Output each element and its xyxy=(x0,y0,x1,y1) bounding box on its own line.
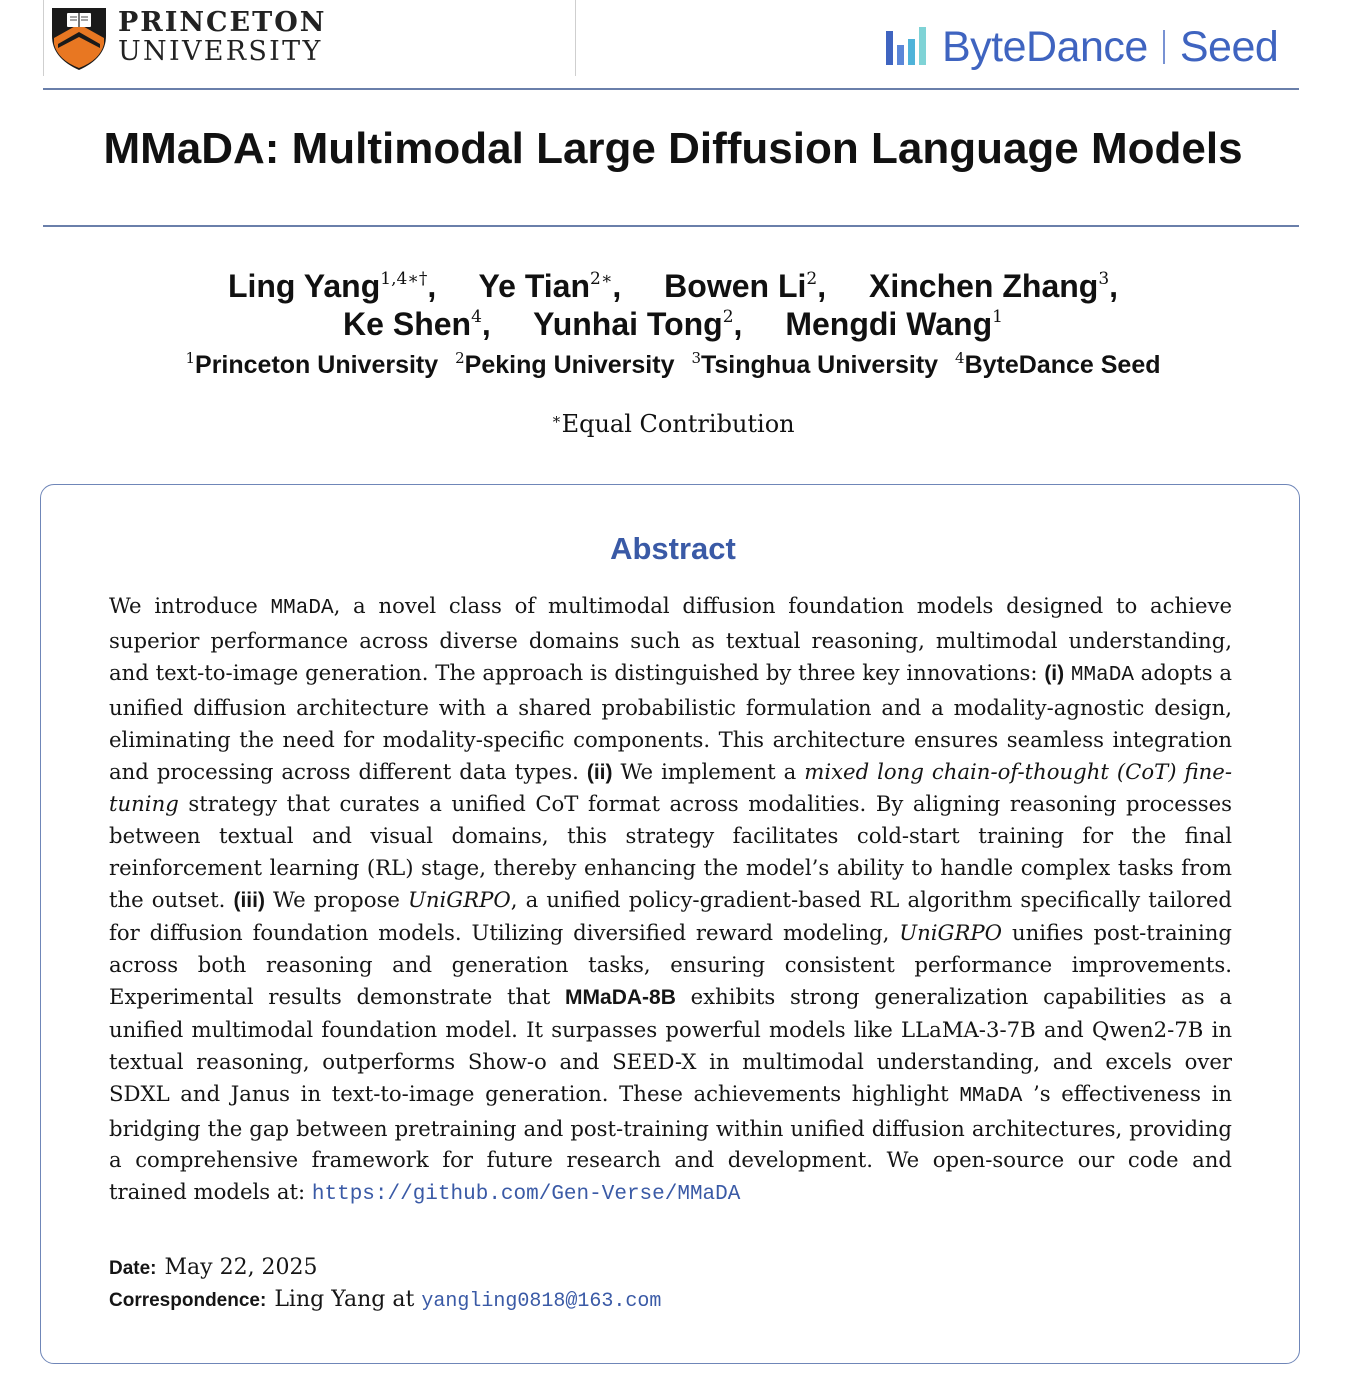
logo-separator xyxy=(1163,30,1165,64)
affiliations xyxy=(0,349,1346,380)
bytedance-wordmark: ByteDance xyxy=(942,22,1148,71)
model-name-mmada: MMaDA xyxy=(1070,663,1134,687)
abstract-bold-span: (i) xyxy=(1044,661,1065,685)
title-rule xyxy=(43,225,1299,227)
date-label: Date: xyxy=(109,1258,157,1279)
equal-contribution-mark: ∗ xyxy=(551,410,562,428)
author-name: Ling Yang xyxy=(227,268,381,304)
affiliation-number: 3 xyxy=(691,349,701,367)
date-line xyxy=(109,1255,318,1280)
affiliation-name: Peking University xyxy=(464,351,675,379)
author-name: Ke Shen xyxy=(343,306,472,342)
header-left-divider xyxy=(43,0,44,76)
affiliation-number: 1 xyxy=(185,349,196,367)
affiliation-number: 4 xyxy=(955,349,965,367)
author-marks: 1,4∗† xyxy=(380,269,428,289)
model-name-mmada: MMaDA xyxy=(959,1084,1023,1108)
abstract-text-span: We introduce xyxy=(109,593,271,618)
abstract-text-span: exhibits strong generalization capabilities as a unified multimodal foundation model. It surpasses powerful models like LLaMA-3-7B and Qwen2-7B in textual reasoning, outperforms Show-o and SEED-X in multimodal understanding, and excels over SDXL and Janus in text-to-image generation. These achievements highlight xyxy=(109,983,1232,1106)
abstract-text-span: , a novel class of multimodal diffusion foundation models designed to achieve superior performance across diverse domains such as textual reasoning, multimodal understanding, and text-to-image generation. The approach is distinguished by three key innovations: xyxy=(109,593,1232,685)
date-value: May 22, 2025 xyxy=(164,1255,318,1280)
abstract-italic-span: UniGRPO xyxy=(899,920,1003,946)
paper-title: MMaDA: Multimodal Large Diffusion Language Models xyxy=(103,124,1243,173)
abstract-text-span: strategy that curates a unified CoT format across modalities. By aligning reasoning processes between textual and visual domains, this strategy facilitates cold-start training for the final reinforcement learning (RL) stage, thereby enhancing the model’s ability to handle complex tasks from the outset. xyxy=(109,791,1232,913)
affiliation-name: ByteDance Seed xyxy=(964,351,1161,379)
author-marks: 2∗ xyxy=(590,269,613,289)
bytedance-bars-icon xyxy=(884,25,932,69)
abstract-text-span: adopts a unified diffusion architecture with a shared probabilistic formulation and a modality-agnostic design, eliminating the need for modality-specific components. This architecture ensures seamless integration and processing across different data types. xyxy=(109,659,1232,784)
github-link[interactable]: https://github.com/Gen-Verse/MMaDA xyxy=(311,1183,741,1207)
equal-contribution-text: Equal Contribution xyxy=(561,410,795,438)
abstract-text-span xyxy=(1064,660,1071,685)
author-marks: 2 xyxy=(722,307,734,327)
abstract-text-span: We implement a xyxy=(612,758,805,784)
author-name: Bowen Li xyxy=(664,268,807,304)
affiliation-number: 2 xyxy=(455,349,465,367)
abstract-text-span: We propose xyxy=(264,887,408,913)
abstract-text xyxy=(109,590,1232,1211)
abstract-bold-span: (iii) xyxy=(233,889,265,913)
author-name: Ye Tian xyxy=(478,268,591,304)
seed-wordmark: Seed xyxy=(1179,22,1279,71)
princeton-shield-logo xyxy=(50,4,108,72)
author-name: Xinchen Zhang xyxy=(869,268,1099,304)
affiliation-name: Tsinghua University xyxy=(700,351,939,379)
page-header xyxy=(0,0,1346,92)
correspondence-email-link[interactable]: yangling0818@163.com xyxy=(421,1290,662,1313)
princeton-line2: UNIVERSITY xyxy=(118,36,323,67)
correspondence-name: Ling Yang xyxy=(274,1287,386,1312)
author-marks: 1 xyxy=(992,307,1003,327)
model-name-mmada: MMaDA xyxy=(270,597,334,620)
abstract-text-span: , a unified policy-gradient-based RL algorithm specifically tailored for diffusion foundation models. Utilizing diversified reward modeling, xyxy=(109,887,1232,946)
abstract-bold-span: (ii) xyxy=(586,760,613,784)
abstract-text-span: ’s effectiveness in bridging the gap between pretraining and post-training within unified diffusion architectures, providing a comprehensive framework for future research and development. We open-source our code and trained models at: xyxy=(109,1080,1232,1205)
author-line-2: Ke Shen$^4$, Yunhai Tong$^2$, Mengdi Wang$^1$ xyxy=(343,306,1003,342)
author-marks: 2 xyxy=(806,269,818,289)
princeton-wordmark xyxy=(118,8,326,66)
affiliation-name: Princeton University xyxy=(195,351,439,379)
author-marks: 3 xyxy=(1098,269,1110,289)
equal-contribution-note xyxy=(0,410,1346,438)
author-name: Yunhai Tong xyxy=(533,306,723,342)
princeton-line1: PRINCETON xyxy=(118,7,327,38)
author-marks: 4 xyxy=(471,307,482,327)
abstract-bold-span: MMaDA-8B xyxy=(565,985,676,1009)
header-center-divider xyxy=(575,0,576,76)
abstract-italic-span: UniGRPO xyxy=(407,887,511,913)
author-line-1: Ling Yang$^{1,4∗\dagger}$, Ye Tian$^{2∗}$, Bowen Li$^2$, Xinchen Zhang$^3$, xyxy=(227,268,1119,304)
correspondence-label: Correspondence: xyxy=(109,1290,267,1311)
header-rule xyxy=(43,88,1299,90)
abstract-italic-span: mixed long chain-of-thought (CoT) fine-tuning xyxy=(109,758,1232,817)
bytedance-seed-logo xyxy=(884,22,1278,72)
correspondence-at: at xyxy=(392,1287,415,1312)
correspondence-line xyxy=(109,1287,661,1313)
author-name: Mengdi Wang xyxy=(785,306,993,342)
abstract-heading: Abstract xyxy=(610,531,736,566)
abstract-text-span: unifies post-training across both reasoning and generation tasks, ensuring consistent performance improvements. Experimental results demonstrate that xyxy=(109,920,1232,1009)
